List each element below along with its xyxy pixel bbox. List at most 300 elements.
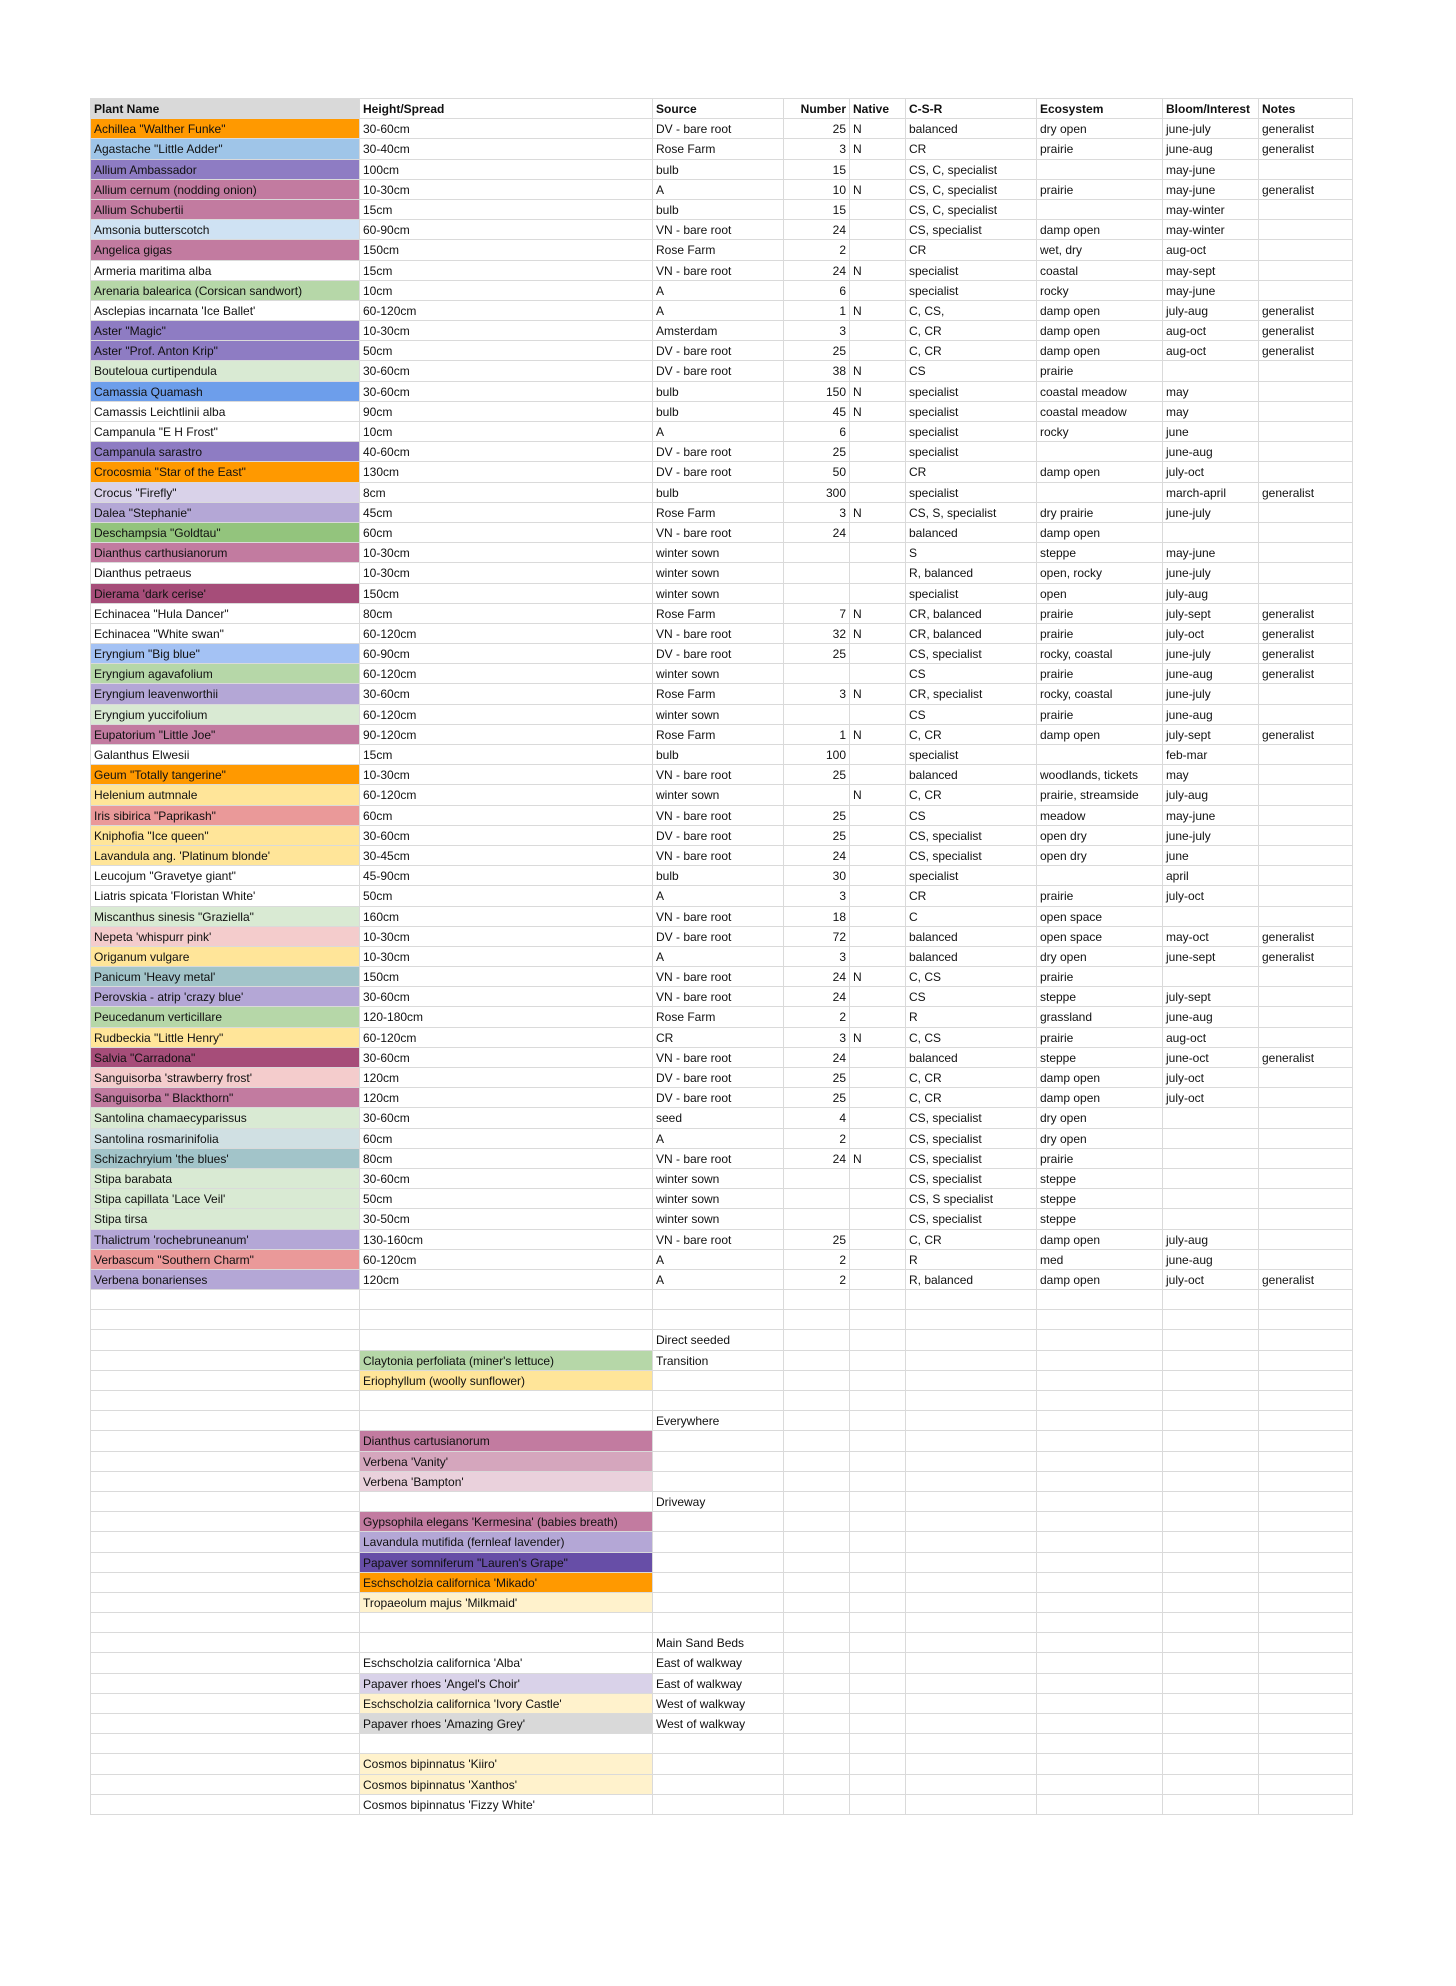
cell-height-spread[interactable]: 30-60cm xyxy=(360,1108,653,1128)
cell-number[interactable]: 3 xyxy=(784,947,850,967)
cell-plant-name[interactable]: Dianthus carthusianorum xyxy=(91,543,360,563)
cell-seeded-plant[interactable] xyxy=(360,1411,653,1431)
cell-notes[interactable] xyxy=(1259,785,1353,805)
cell-ecosystem[interactable] xyxy=(1037,160,1163,180)
cell-empty[interactable] xyxy=(784,1411,850,1431)
cell-seeded-plant[interactable]: Gypsophila elegans 'Kermesina' (babies breath) xyxy=(360,1512,653,1532)
cell-csr[interactable]: CS, specialist xyxy=(906,220,1037,240)
cell-ecosystem[interactable]: steppe xyxy=(1037,1048,1163,1068)
cell-empty[interactable] xyxy=(91,1714,360,1734)
cell-seeded-plant[interactable] xyxy=(360,1290,653,1310)
cell-empty[interactable] xyxy=(906,1452,1037,1472)
cell-source[interactable]: DV - bare root xyxy=(653,1088,784,1108)
cell-notes[interactable] xyxy=(1259,220,1353,240)
cell-ecosystem[interactable]: damp open xyxy=(1037,1088,1163,1108)
cell-bloom-interest[interactable]: june-july xyxy=(1163,563,1259,583)
cell-height-spread[interactable]: 10-30cm xyxy=(360,543,653,563)
cell-csr[interactable]: CS, specialist xyxy=(906,826,1037,846)
cell-csr[interactable]: CS, S specialist xyxy=(906,1189,1037,1209)
cell-seeded-plant[interactable]: Cosmos bipinnatus 'Xanthos' xyxy=(360,1775,653,1795)
cell-csr[interactable]: CR, balanced xyxy=(906,604,1037,624)
cell-empty[interactable] xyxy=(906,1330,1037,1350)
cell-bloom-interest[interactable]: june-july xyxy=(1163,644,1259,664)
cell-bloom-interest[interactable]: may-sept xyxy=(1163,261,1259,281)
cell-bloom-interest[interactable] xyxy=(1163,523,1259,543)
cell-csr[interactable]: specialist xyxy=(906,483,1037,503)
cell-empty[interactable] xyxy=(1037,1391,1163,1411)
cell-empty[interactable] xyxy=(1163,1452,1259,1472)
cell-notes[interactable]: generalist xyxy=(1259,1048,1353,1068)
cell-empty[interactable] xyxy=(1163,1553,1259,1573)
cell-height-spread[interactable]: 80cm xyxy=(360,604,653,624)
cell-bloom-interest[interactable]: may-oct xyxy=(1163,927,1259,947)
cell-native[interactable] xyxy=(850,543,906,563)
cell-seeded-plant[interactable] xyxy=(360,1492,653,1512)
cell-ecosystem[interactable]: prairie xyxy=(1037,139,1163,159)
cell-seeded-plant[interactable]: Cosmos bipinnatus 'Fizzy White' xyxy=(360,1795,653,1815)
cell-ecosystem[interactable]: rocky, coastal xyxy=(1037,644,1163,664)
cell-empty[interactable] xyxy=(906,1310,1037,1330)
cell-ecosystem[interactable]: open space xyxy=(1037,927,1163,947)
cell-ecosystem[interactable]: damp open xyxy=(1037,523,1163,543)
cell-source[interactable]: DV - bare root xyxy=(653,119,784,139)
cell-ecosystem[interactable] xyxy=(1037,442,1163,462)
cell-empty[interactable] xyxy=(1163,1290,1259,1310)
cell-bloom-interest[interactable]: july-oct xyxy=(1163,462,1259,482)
cell-seeded-location[interactable] xyxy=(653,1391,784,1411)
cell-source[interactable]: bulb xyxy=(653,483,784,503)
cell-empty[interactable] xyxy=(906,1351,1037,1371)
cell-empty[interactable] xyxy=(1259,1330,1353,1350)
cell-plant-name[interactable]: Deschampsia "Goldtau" xyxy=(91,523,360,543)
cell-ecosystem[interactable]: dry open xyxy=(1037,1108,1163,1128)
cell-notes[interactable] xyxy=(1259,543,1353,563)
header-notes[interactable]: Notes xyxy=(1259,99,1353,119)
cell-plant-name[interactable]: Eryngium "Big blue" xyxy=(91,644,360,664)
cell-plant-name[interactable]: Santolina rosmarinifolia xyxy=(91,1129,360,1149)
cell-plant-name[interactable]: Stipa capillata 'Lace Veil' xyxy=(91,1189,360,1209)
cell-csr[interactable]: R, balanced xyxy=(906,563,1037,583)
cell-empty[interactable] xyxy=(1163,1330,1259,1350)
cell-bloom-interest[interactable]: june-oct xyxy=(1163,1048,1259,1068)
cell-height-spread[interactable]: 160cm xyxy=(360,907,653,927)
cell-csr[interactable]: CS, S, specialist xyxy=(906,503,1037,523)
cell-empty[interactable] xyxy=(850,1775,906,1795)
cell-empty[interactable] xyxy=(1163,1532,1259,1552)
cell-plant-name[interactable]: Miscanthus sinesis "Graziella" xyxy=(91,907,360,927)
cell-csr[interactable]: specialist xyxy=(906,745,1037,765)
cell-empty[interactable] xyxy=(1259,1694,1353,1714)
cell-empty[interactable] xyxy=(784,1633,850,1653)
cell-number[interactable]: 1 xyxy=(784,725,850,745)
cell-bloom-interest[interactable]: may-june xyxy=(1163,180,1259,200)
cell-bloom-interest[interactable]: feb-mar xyxy=(1163,745,1259,765)
cell-notes[interactable]: generalist xyxy=(1259,119,1353,139)
cell-native[interactable] xyxy=(850,442,906,462)
cell-ecosystem[interactable]: damp open xyxy=(1037,725,1163,745)
cell-number[interactable]: 25 xyxy=(784,826,850,846)
cell-seeded-location[interactable]: Main Sand Beds xyxy=(653,1633,784,1653)
cell-csr[interactable]: C, CS xyxy=(906,1028,1037,1048)
cell-plant-name[interactable]: Rudbeckia "Little Henry" xyxy=(91,1028,360,1048)
cell-empty[interactable] xyxy=(91,1775,360,1795)
cell-plant-name[interactable]: Stipa tirsa xyxy=(91,1209,360,1229)
cell-height-spread[interactable]: 60-120cm xyxy=(360,705,653,725)
cell-ecosystem[interactable]: prairie xyxy=(1037,1149,1163,1169)
cell-notes[interactable] xyxy=(1259,806,1353,826)
cell-number[interactable]: 72 xyxy=(784,927,850,947)
cell-height-spread[interactable]: 80cm xyxy=(360,1149,653,1169)
cell-number[interactable]: 4 xyxy=(784,1108,850,1128)
cell-plant-name[interactable]: Echinacea "White swan" xyxy=(91,624,360,644)
cell-native[interactable] xyxy=(850,563,906,583)
cell-notes[interactable] xyxy=(1259,200,1353,220)
cell-notes[interactable]: generalist xyxy=(1259,947,1353,967)
cell-source[interactable]: DV - bare root xyxy=(653,361,784,381)
cell-csr[interactable]: CR xyxy=(906,139,1037,159)
cell-bloom-interest[interactable]: july-sept xyxy=(1163,604,1259,624)
cell-native[interactable]: N xyxy=(850,382,906,402)
cell-source[interactable]: DV - bare root xyxy=(653,341,784,361)
cell-csr[interactable]: CR xyxy=(906,462,1037,482)
cell-seeded-plant[interactable]: Claytonia perfoliata (miner's lettuce) xyxy=(360,1351,653,1371)
cell-source[interactable]: A xyxy=(653,947,784,967)
cell-notes[interactable] xyxy=(1259,1007,1353,1027)
cell-ecosystem[interactable]: steppe xyxy=(1037,543,1163,563)
cell-empty[interactable] xyxy=(91,1431,360,1451)
cell-empty[interactable] xyxy=(850,1573,906,1593)
cell-empty[interactable] xyxy=(1259,1452,1353,1472)
cell-plant-name[interactable]: Sanguisorba 'strawberry frost' xyxy=(91,1068,360,1088)
cell-empty[interactable] xyxy=(784,1775,850,1795)
cell-notes[interactable]: generalist xyxy=(1259,725,1353,745)
cell-csr[interactable]: C, CS xyxy=(906,967,1037,987)
cell-number[interactable]: 2 xyxy=(784,1007,850,1027)
cell-native[interactable] xyxy=(850,1250,906,1270)
cell-empty[interactable] xyxy=(1163,1472,1259,1492)
cell-source[interactable]: VN - bare root xyxy=(653,846,784,866)
cell-native[interactable] xyxy=(850,664,906,684)
cell-notes[interactable]: generalist xyxy=(1259,664,1353,684)
cell-empty[interactable] xyxy=(1259,1633,1353,1653)
cell-empty[interactable] xyxy=(784,1431,850,1451)
cell-ecosystem[interactable]: open dry xyxy=(1037,846,1163,866)
cell-height-spread[interactable]: 15cm xyxy=(360,745,653,765)
cell-ecosystem[interactable]: dry open xyxy=(1037,119,1163,139)
cell-source[interactable]: VN - bare root xyxy=(653,987,784,1007)
cell-number[interactable]: 2 xyxy=(784,240,850,260)
cell-native[interactable] xyxy=(850,745,906,765)
cell-empty[interactable] xyxy=(784,1290,850,1310)
cell-native[interactable] xyxy=(850,927,906,947)
cell-empty[interactable] xyxy=(1163,1633,1259,1653)
cell-empty[interactable] xyxy=(784,1371,850,1391)
cell-source[interactable]: bulb xyxy=(653,402,784,422)
cell-empty[interactable] xyxy=(1037,1351,1163,1371)
cell-empty[interactable] xyxy=(1163,1351,1259,1371)
cell-height-spread[interactable]: 30-60cm xyxy=(360,684,653,704)
cell-seeded-plant[interactable]: Verbena 'Bampton' xyxy=(360,1472,653,1492)
cell-seeded-plant[interactable]: Tropaeolum majus 'Milkmaid' xyxy=(360,1593,653,1613)
cell-empty[interactable] xyxy=(906,1391,1037,1411)
cell-source[interactable]: DV - bare root xyxy=(653,442,784,462)
cell-height-spread[interactable]: 120cm xyxy=(360,1068,653,1088)
cell-seeded-location[interactable]: West of walkway xyxy=(653,1694,784,1714)
cell-empty[interactable] xyxy=(1037,1472,1163,1492)
cell-empty[interactable] xyxy=(906,1694,1037,1714)
cell-csr[interactable]: specialist xyxy=(906,422,1037,442)
cell-bloom-interest[interactable]: july-sept xyxy=(1163,987,1259,1007)
cell-notes[interactable]: generalist xyxy=(1259,604,1353,624)
cell-empty[interactable] xyxy=(850,1411,906,1431)
cell-empty[interactable] xyxy=(850,1472,906,1492)
cell-seeded-location[interactable]: Everywhere xyxy=(653,1411,784,1431)
cell-plant-name[interactable]: Thalictrum 'rochebruneanum' xyxy=(91,1230,360,1250)
cell-bloom-interest[interactable]: may-june xyxy=(1163,160,1259,180)
cell-csr[interactable]: S xyxy=(906,543,1037,563)
cell-ecosystem[interactable]: prairie xyxy=(1037,1028,1163,1048)
cell-plant-name[interactable]: Eryngium agavafolium xyxy=(91,664,360,684)
cell-empty[interactable] xyxy=(906,1633,1037,1653)
cell-number[interactable]: 24 xyxy=(784,846,850,866)
cell-empty[interactable] xyxy=(91,1694,360,1714)
cell-ecosystem[interactable]: damp open xyxy=(1037,1230,1163,1250)
cell-bloom-interest[interactable]: june-july xyxy=(1163,826,1259,846)
cell-empty[interactable] xyxy=(91,1795,360,1815)
cell-empty[interactable] xyxy=(784,1310,850,1330)
cell-empty[interactable] xyxy=(1259,1754,1353,1774)
cell-height-spread[interactable]: 10cm xyxy=(360,281,653,301)
cell-empty[interactable] xyxy=(784,1351,850,1371)
cell-source[interactable]: A xyxy=(653,1129,784,1149)
cell-empty[interactable] xyxy=(1037,1734,1163,1754)
cell-ecosystem[interactable]: meadow xyxy=(1037,806,1163,826)
cell-height-spread[interactable]: 10cm xyxy=(360,422,653,442)
cell-plant-name[interactable]: Crocosmia "Star of the East" xyxy=(91,462,360,482)
cell-source[interactable]: winter sown xyxy=(653,705,784,725)
cell-plant-name[interactable]: Camassis Leichtlinii alba xyxy=(91,402,360,422)
cell-empty[interactable] xyxy=(906,1553,1037,1573)
cell-source[interactable]: bulb xyxy=(653,200,784,220)
cell-number[interactable]: 100 xyxy=(784,745,850,765)
cell-empty[interactable] xyxy=(1037,1532,1163,1552)
cell-plant-name[interactable]: Allium cernum (nodding onion) xyxy=(91,180,360,200)
cell-empty[interactable] xyxy=(784,1553,850,1573)
cell-bloom-interest[interactable]: june-july xyxy=(1163,684,1259,704)
cell-height-spread[interactable]: 30-60cm xyxy=(360,119,653,139)
cell-bloom-interest[interactable]: june-aug xyxy=(1163,1250,1259,1270)
cell-height-spread[interactable]: 100cm xyxy=(360,160,653,180)
cell-plant-name[interactable]: Dalea "Stephanie" xyxy=(91,503,360,523)
cell-empty[interactable] xyxy=(1163,1734,1259,1754)
cell-height-spread[interactable]: 10-30cm xyxy=(360,765,653,785)
cell-bloom-interest[interactable]: july-oct xyxy=(1163,1270,1259,1290)
cell-number[interactable]: 45 xyxy=(784,402,850,422)
cell-bloom-interest[interactable] xyxy=(1163,1169,1259,1189)
cell-plant-name[interactable]: Armeria maritima alba xyxy=(91,261,360,281)
cell-empty[interactable] xyxy=(784,1492,850,1512)
cell-source[interactable]: VN - bare root xyxy=(653,1149,784,1169)
cell-source[interactable]: VN - bare root xyxy=(653,907,784,927)
cell-native[interactable]: N xyxy=(850,725,906,745)
cell-empty[interactable] xyxy=(784,1532,850,1552)
cell-source[interactable]: A xyxy=(653,1250,784,1270)
cell-native[interactable] xyxy=(850,705,906,725)
cell-ecosystem[interactable]: steppe xyxy=(1037,1209,1163,1229)
cell-native[interactable]: N xyxy=(850,1028,906,1048)
cell-empty[interactable] xyxy=(1037,1674,1163,1694)
cell-csr[interactable]: specialist xyxy=(906,584,1037,604)
cell-number[interactable] xyxy=(784,1209,850,1229)
cell-empty[interactable] xyxy=(850,1492,906,1512)
cell-source[interactable]: VN - bare root xyxy=(653,967,784,987)
cell-number[interactable] xyxy=(784,705,850,725)
cell-empty[interactable] xyxy=(1037,1633,1163,1653)
header-bloom-interest[interactable]: Bloom/Interest xyxy=(1163,99,1259,119)
cell-plant-name[interactable]: Eupatorium "Little Joe" xyxy=(91,725,360,745)
cell-notes[interactable]: generalist xyxy=(1259,301,1353,321)
cell-number[interactable]: 24 xyxy=(784,220,850,240)
cell-seeded-location[interactable]: East of walkway xyxy=(653,1674,784,1694)
cell-seeded-location[interactable] xyxy=(653,1795,784,1815)
cell-empty[interactable] xyxy=(1259,1674,1353,1694)
cell-empty[interactable] xyxy=(1259,1734,1353,1754)
cell-number[interactable] xyxy=(784,1169,850,1189)
cell-csr[interactable]: C, CS, xyxy=(906,301,1037,321)
cell-native[interactable] xyxy=(850,483,906,503)
cell-bloom-interest[interactable]: june-aug xyxy=(1163,442,1259,462)
cell-empty[interactable] xyxy=(91,1472,360,1492)
cell-empty[interactable] xyxy=(906,1573,1037,1593)
cell-plant-name[interactable]: Aster "Magic" xyxy=(91,321,360,341)
cell-number[interactable]: 32 xyxy=(784,624,850,644)
cell-empty[interactable] xyxy=(91,1653,360,1673)
cell-bloom-interest[interactable]: may-winter xyxy=(1163,220,1259,240)
cell-plant-name[interactable]: Verbascum "Southern Charm" xyxy=(91,1250,360,1270)
cell-csr[interactable]: CS, specialist xyxy=(906,1169,1037,1189)
cell-source[interactable]: Amsterdam xyxy=(653,321,784,341)
cell-native[interactable]: N xyxy=(850,624,906,644)
cell-csr[interactable]: specialist xyxy=(906,442,1037,462)
cell-height-spread[interactable]: 10-30cm xyxy=(360,927,653,947)
cell-notes[interactable] xyxy=(1259,907,1353,927)
cell-ecosystem[interactable]: rocky xyxy=(1037,422,1163,442)
cell-empty[interactable] xyxy=(1163,1754,1259,1774)
cell-empty[interactable] xyxy=(906,1795,1037,1815)
cell-plant-name[interactable]: Perovskia - atrip 'crazy blue' xyxy=(91,987,360,1007)
cell-source[interactable]: DV - bare root xyxy=(653,1068,784,1088)
cell-empty[interactable] xyxy=(850,1391,906,1411)
cell-native[interactable] xyxy=(850,987,906,1007)
cell-empty[interactable] xyxy=(1163,1411,1259,1431)
cell-notes[interactable]: generalist xyxy=(1259,644,1353,664)
cell-native[interactable] xyxy=(850,846,906,866)
cell-height-spread[interactable]: 50cm xyxy=(360,1189,653,1209)
cell-empty[interactable] xyxy=(850,1290,906,1310)
cell-seeded-plant[interactable]: Papaver somniferum "Lauren's Grape" xyxy=(360,1553,653,1573)
cell-native[interactable]: N xyxy=(850,361,906,381)
cell-notes[interactable] xyxy=(1259,240,1353,260)
cell-csr[interactable]: specialist xyxy=(906,261,1037,281)
cell-height-spread[interactable]: 150cm xyxy=(360,967,653,987)
cell-csr[interactable]: CS xyxy=(906,806,1037,826)
cell-height-spread[interactable]: 30-60cm xyxy=(360,361,653,381)
cell-height-spread[interactable]: 60-120cm xyxy=(360,624,653,644)
cell-empty[interactable] xyxy=(1037,1310,1163,1330)
cell-number[interactable] xyxy=(784,785,850,805)
cell-seeded-plant[interactable] xyxy=(360,1330,653,1350)
cell-seeded-plant[interactable] xyxy=(360,1391,653,1411)
cell-number[interactable]: 25 xyxy=(784,442,850,462)
cell-empty[interactable] xyxy=(1163,1573,1259,1593)
cell-ecosystem[interactable]: damp open xyxy=(1037,321,1163,341)
cell-plant-name[interactable]: Amsonia butterscotch xyxy=(91,220,360,240)
cell-bloom-interest[interactable]: june-july xyxy=(1163,119,1259,139)
cell-native[interactable] xyxy=(850,1189,906,1209)
cell-plant-name[interactable]: Santolina chamaecyparissus xyxy=(91,1108,360,1128)
cell-height-spread[interactable]: 90-120cm xyxy=(360,725,653,745)
cell-bloom-interest[interactable] xyxy=(1163,1129,1259,1149)
cell-seeded-location[interactable] xyxy=(653,1775,784,1795)
cell-native[interactable] xyxy=(850,1209,906,1229)
cell-empty[interactable] xyxy=(1037,1330,1163,1350)
cell-number[interactable]: 24 xyxy=(784,967,850,987)
cell-empty[interactable] xyxy=(850,1754,906,1774)
cell-ecosystem[interactable]: coastal meadow xyxy=(1037,402,1163,422)
cell-csr[interactable]: CR xyxy=(906,240,1037,260)
cell-bloom-interest[interactable]: june-aug xyxy=(1163,1007,1259,1027)
cell-native[interactable]: N xyxy=(850,301,906,321)
cell-seeded-plant[interactable]: Papaver rhoes 'Amazing Grey' xyxy=(360,1714,653,1734)
cell-csr[interactable]: CR xyxy=(906,886,1037,906)
cell-height-spread[interactable]: 60cm xyxy=(360,523,653,543)
cell-empty[interactable] xyxy=(1037,1593,1163,1613)
cell-bloom-interest[interactable]: june-july xyxy=(1163,503,1259,523)
cell-height-spread[interactable]: 50cm xyxy=(360,341,653,361)
cell-ecosystem[interactable]: open space xyxy=(1037,907,1163,927)
cell-source[interactable]: CR xyxy=(653,1028,784,1048)
cell-bloom-interest[interactable] xyxy=(1163,361,1259,381)
cell-ecosystem[interactable]: prairie xyxy=(1037,604,1163,624)
cell-native[interactable] xyxy=(850,341,906,361)
cell-empty[interactable] xyxy=(850,1532,906,1552)
cell-ecosystem[interactable]: damp open xyxy=(1037,301,1163,321)
cell-height-spread[interactable]: 60-120cm xyxy=(360,1028,653,1048)
cell-csr[interactable]: specialist xyxy=(906,281,1037,301)
cell-bloom-interest[interactable]: aug-oct xyxy=(1163,240,1259,260)
cell-notes[interactable]: generalist xyxy=(1259,139,1353,159)
header-source[interactable]: Source xyxy=(653,99,784,119)
cell-empty[interactable] xyxy=(784,1694,850,1714)
cell-bloom-interest[interactable] xyxy=(1163,1108,1259,1128)
cell-source[interactable]: DV - bare root xyxy=(653,826,784,846)
cell-empty[interactable] xyxy=(850,1734,906,1754)
cell-empty[interactable] xyxy=(850,1310,906,1330)
cell-ecosystem[interactable]: prairie xyxy=(1037,624,1163,644)
cell-empty[interactable] xyxy=(784,1613,850,1633)
cell-empty[interactable] xyxy=(91,1492,360,1512)
cell-empty[interactable] xyxy=(1163,1674,1259,1694)
cell-native[interactable] xyxy=(850,584,906,604)
header-number[interactable]: Number xyxy=(784,99,850,119)
cell-ecosystem[interactable]: coastal xyxy=(1037,261,1163,281)
cell-empty[interactable] xyxy=(91,1553,360,1573)
cell-height-spread[interactable]: 130cm xyxy=(360,462,653,482)
cell-height-spread[interactable]: 60-120cm xyxy=(360,1250,653,1270)
cell-height-spread[interactable]: 130-160cm xyxy=(360,1230,653,1250)
cell-native[interactable] xyxy=(850,826,906,846)
cell-empty[interactable] xyxy=(850,1452,906,1472)
